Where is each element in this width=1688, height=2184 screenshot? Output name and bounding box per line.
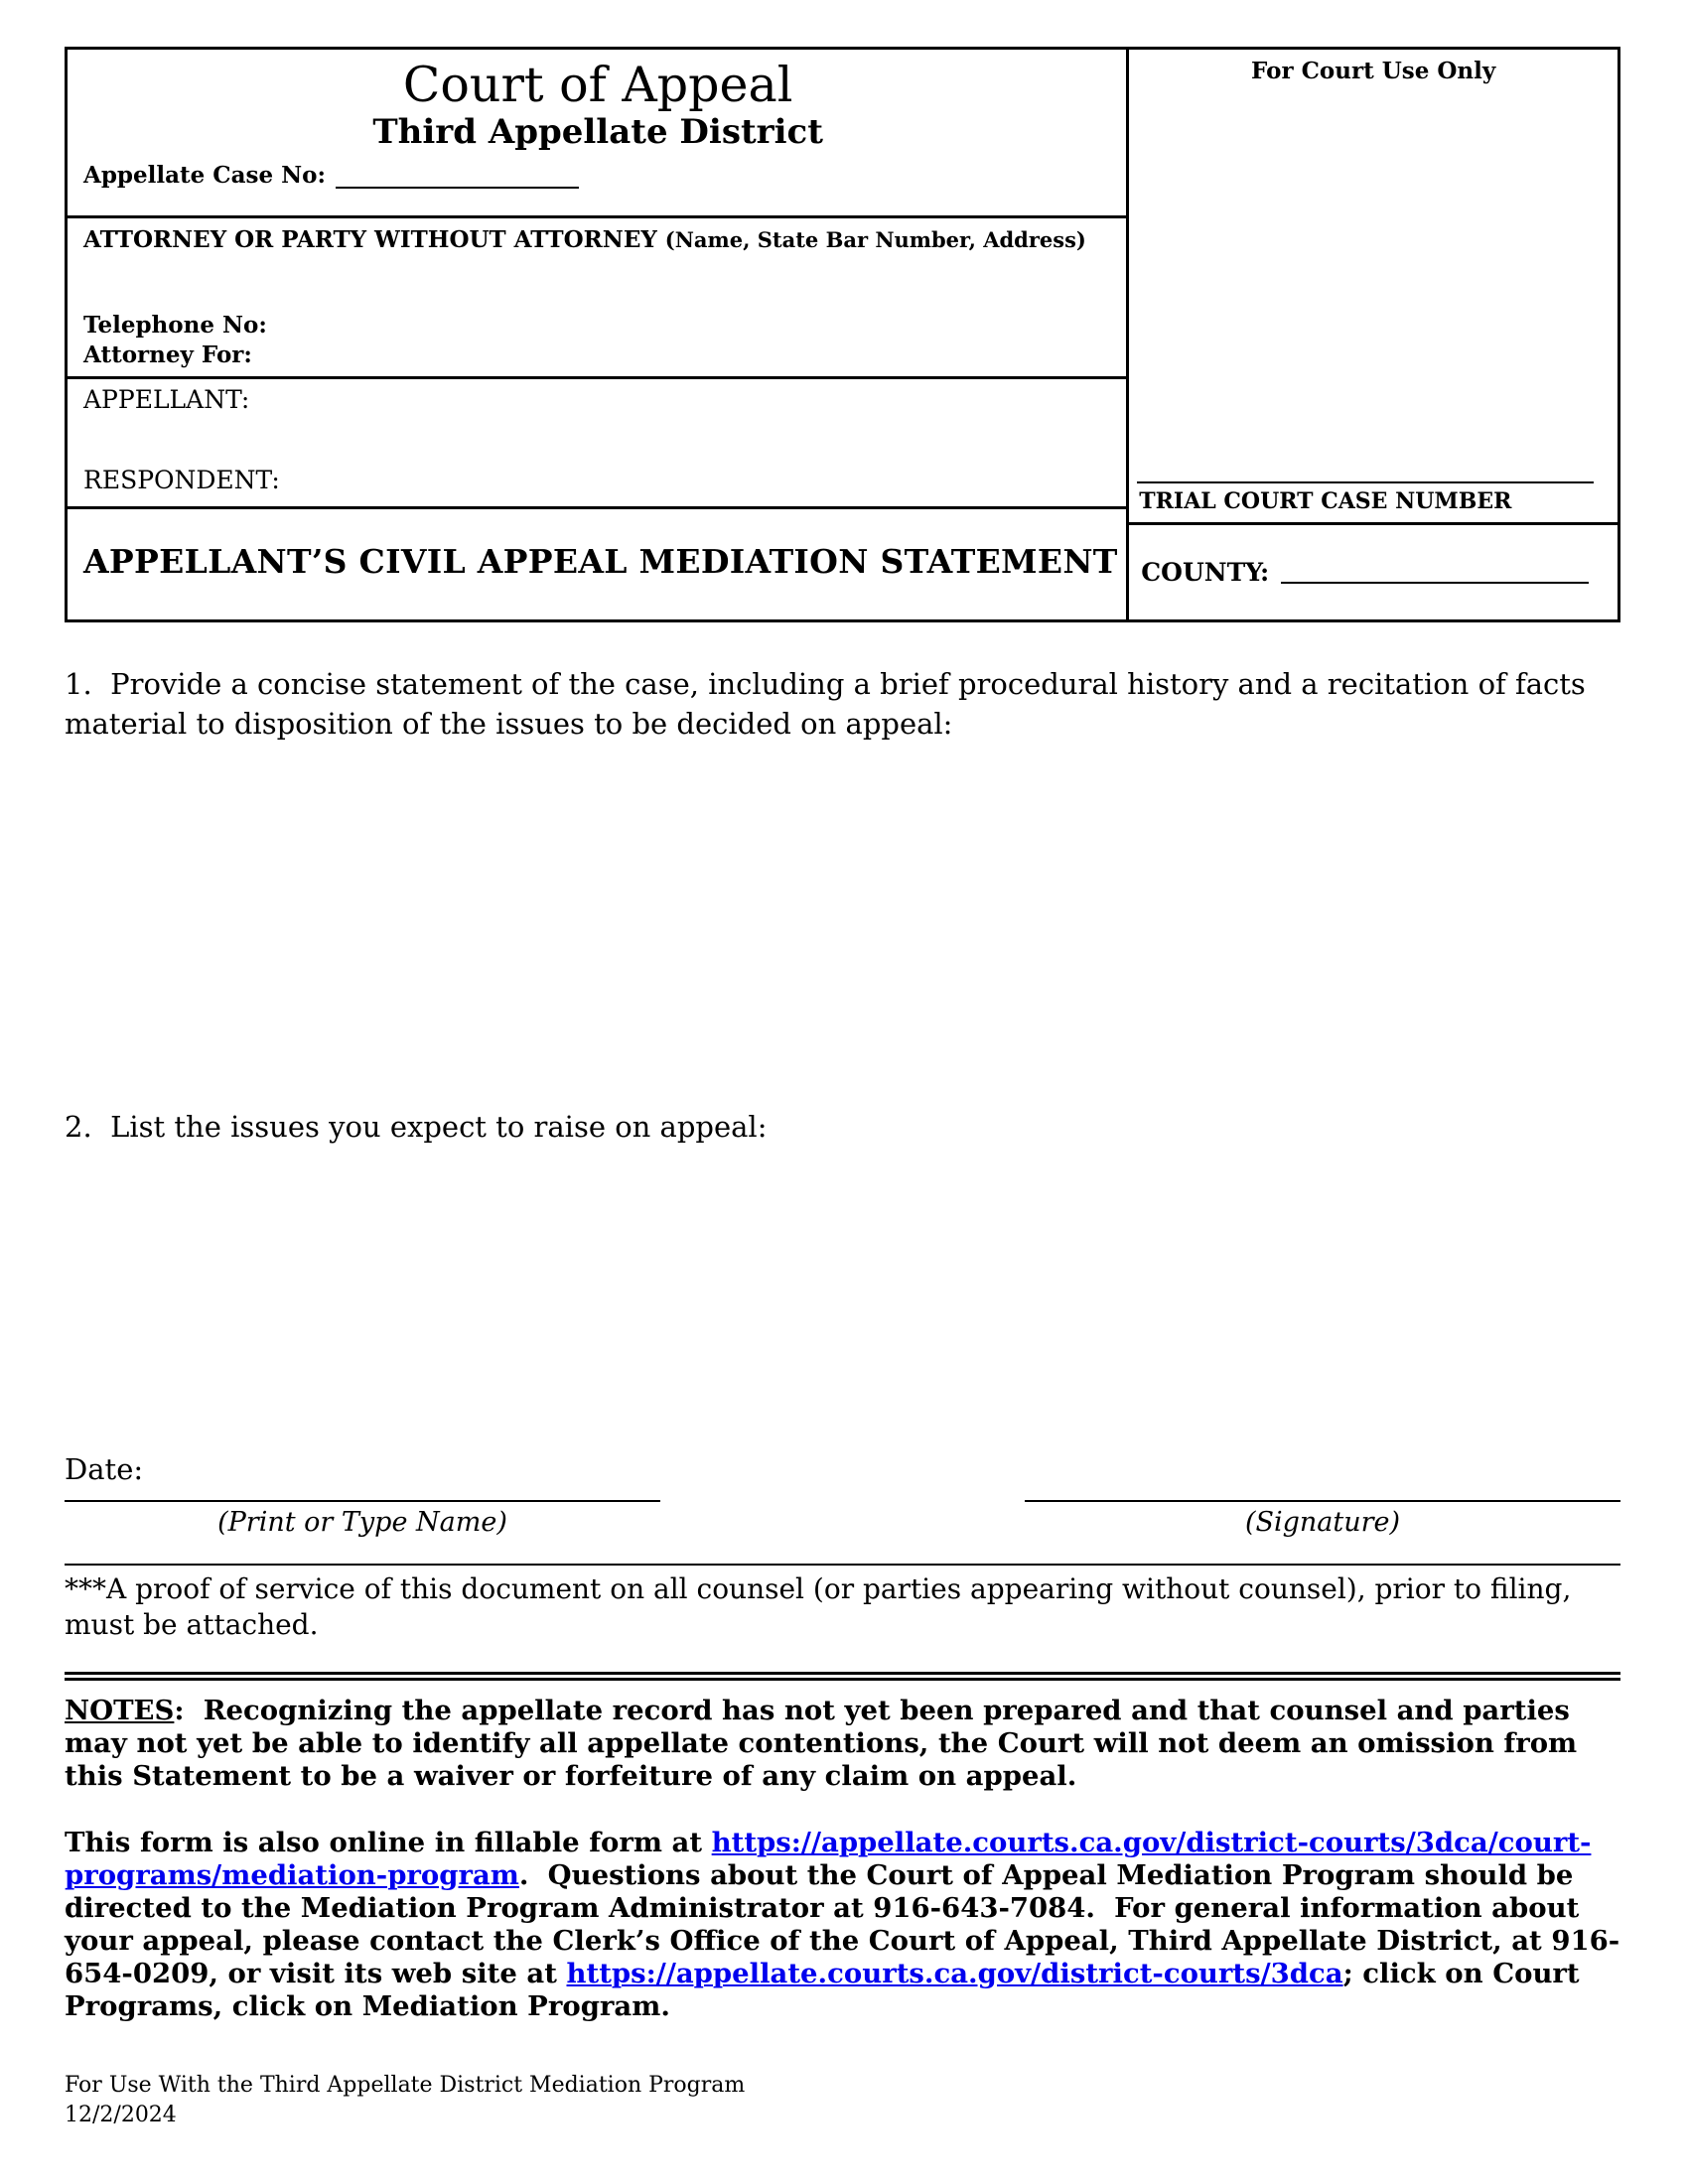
parties-section — [68, 379, 1126, 509]
footer-program-line: For Use With the Third Appellate District Mediation Program — [65, 2072, 746, 2098]
attorney-for-label: Attorney For: — [83, 341, 252, 369]
court-caption-row — [68, 50, 1126, 218]
appellate-case-no-row — [83, 162, 1112, 189]
mediation-program-link[interactable]: https://appellate.courts.ca.gov/district-courts/3dca/court-programs/mediation-program — [65, 1826, 1592, 1891]
item-2-instruction: 2. List the issues you expect to raise on appeal: — [65, 1110, 768, 1145]
online-text-1: This form is also online in fillable form at — [65, 1826, 712, 1858]
telephone-label: Telephone No: — [83, 312, 267, 340]
proof-of-service-note: ***A proof of service of this document on all counsel (or parties appearing without counsel), prior to filing, must be attached. — [65, 1572, 1581, 1642]
footer-date: 12/2/2024 — [65, 2102, 177, 2127]
online-text-3: ; click on Court Programs, click on Mediation Program. — [65, 1957, 1590, 2022]
respondent-label: RESPONDENT: — [83, 466, 280, 494]
statement-of-case-field[interactable] — [65, 744, 1620, 1107]
print-name-block — [65, 1498, 660, 1538]
header-left-column — [68, 50, 1129, 619]
appellant-row — [83, 385, 1112, 414]
signature-caption: (Signature) — [1244, 1507, 1401, 1539]
attorney-section — [68, 218, 1126, 379]
form-header-box — [65, 47, 1620, 622]
county-field[interactable] — [1281, 562, 1589, 584]
signature-row — [65, 1498, 1620, 1538]
court-name: Court of Appeal — [402, 57, 793, 113]
attorney-heading — [83, 226, 1112, 254]
county-row — [1129, 525, 1618, 619]
respondent-row — [83, 466, 1112, 494]
form-title-row — [68, 509, 1126, 619]
trial-court-case-number-label: TRIAL COURT CASE NUMBER — [1129, 483, 1618, 525]
court-website-link[interactable]: https://appellate.courts.ca.gov/district-courts/3dca — [566, 1957, 1343, 1989]
attorney-label-detail: (Name, State Bar Number, Address) — [664, 227, 1086, 252]
notes-paragraph — [65, 1695, 1620, 1793]
header-right-column — [1129, 50, 1618, 619]
appellant-label: APPELLANT: — [83, 385, 250, 414]
appellant-name-field[interactable] — [249, 385, 1112, 414]
form-title: APPELLANT’S CIVIL APPEAL MEDIATION STATEMENT — [83, 542, 1118, 581]
for-court-use-label: For Court Use Only — [1251, 58, 1496, 84]
item-1-instruction: 1. Provide a concise statement of the case, including a brief procedural history and a recitation of facts material to disposition of the issues to be decided on appeal: — [65, 667, 1596, 742]
appellate-case-no-label: Appellate Case No: — [83, 162, 326, 190]
attorney-label: ATTORNEY OR PARTY WITHOUT ATTORNEY — [83, 226, 657, 253]
county-label: COUNTY: — [1141, 558, 1270, 587]
attorney-info-field[interactable] — [83, 254, 1112, 312]
signature-field[interactable] — [1025, 1498, 1620, 1502]
online-text-2: . Questions about the Court of Appeal Mediation Program should be directed to the Mediation Program Administrator at 916-643-7084. For general information about your appeal, please contact the Clerk’s Office of the Court of Appeal, Third Appellate District, at 916-654-0209, or visit its web site at — [65, 1858, 1620, 1989]
online-info-paragraph — [65, 1827, 1620, 2023]
date-label: Date: — [65, 1452, 144, 1487]
issues-on-appeal-field[interactable] — [65, 1147, 1620, 1452]
respondent-name-field[interactable] — [280, 466, 1113, 494]
separator-line — [65, 1564, 1620, 1566]
date-field[interactable] — [143, 1456, 461, 1486]
footer — [65, 2071, 1620, 2129]
date-row — [65, 1452, 1620, 1486]
print-name-field[interactable] — [65, 1498, 660, 1502]
court-use-stamp-area — [1129, 84, 1618, 481]
print-name-caption: (Print or Type Name) — [217, 1507, 507, 1539]
appellate-case-no-field[interactable] — [336, 167, 579, 189]
notes-text: : Recognizing the appellate record has not yet been prepared and that counsel and parties may not yet be able to identify all appellate contentions, the Court will not deem an omission from this Statement to be a waiver or forfeiture of any claim on appeal. — [65, 1694, 1587, 1792]
double-rule — [65, 1672, 1620, 1681]
district-name: Third Appellate District — [372, 112, 823, 153]
signature-block — [1025, 1498, 1620, 1538]
notes-label: NOTES — [65, 1694, 175, 1726]
